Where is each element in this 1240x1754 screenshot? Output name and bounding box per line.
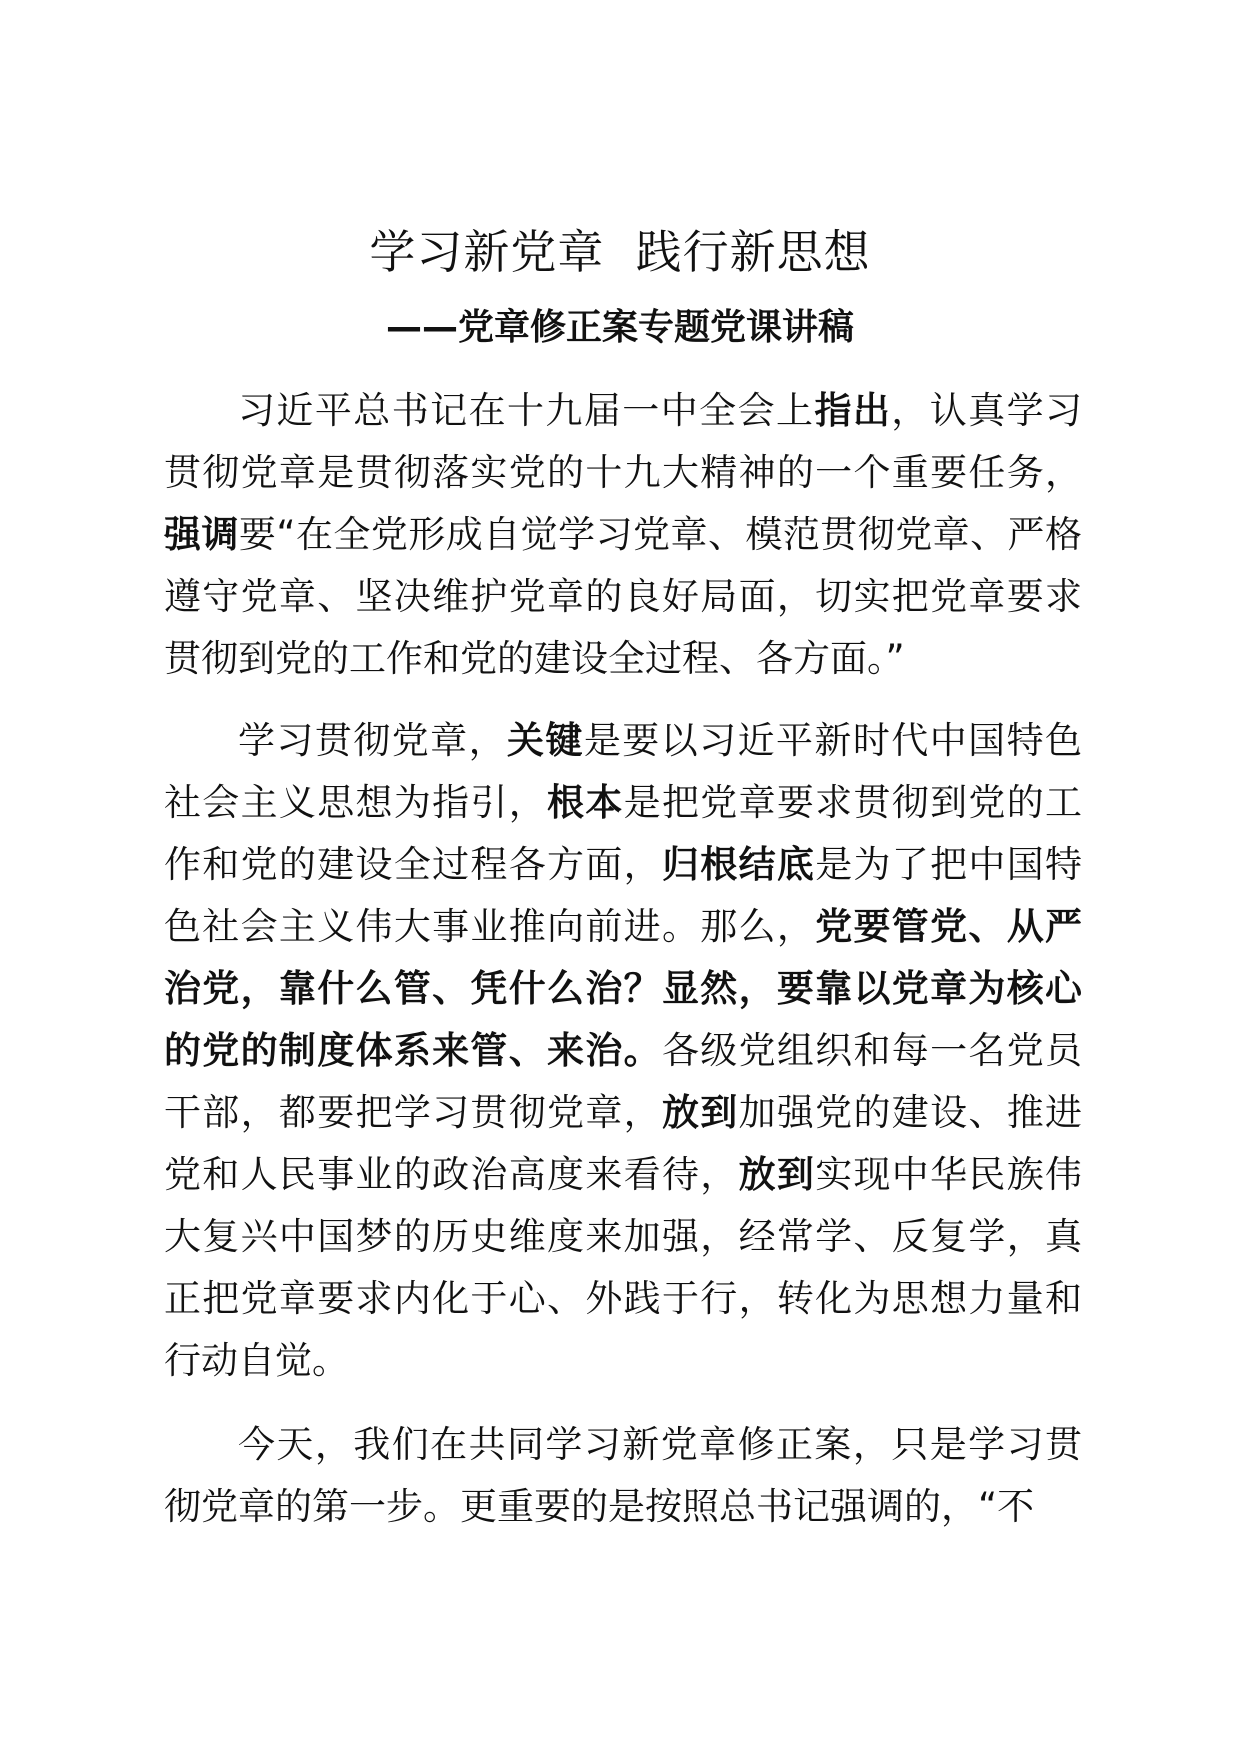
emphasis-text: 归根结底 — [661, 843, 816, 886]
emphasis-text: 根本 — [547, 781, 624, 824]
paragraph — [164, 710, 1082, 1392]
emphasis-text: 关键 — [507, 719, 584, 762]
emphasis-text: 放到 — [661, 1091, 739, 1134]
text-run: 是为了把中国特色社会主义伟大事业推向前进。那么， — [164, 843, 1083, 948]
text-run: 加强党的建设、推进党和人民事业的政治高度来看待， — [164, 1091, 1083, 1196]
text-run: 学习贯彻党章， — [238, 719, 507, 762]
text-run: ，认真学习贯彻党章是贯彻落实党的十九大精神的一个重要任务， — [164, 389, 1083, 494]
document-subtitle: ——党章修正案专题党课讲稿 — [385, 307, 854, 348]
text-run: 是把党章要求贯彻到党的工作和党的建设全过程各方面， — [164, 781, 1083, 886]
document-body — [164, 380, 1082, 1558]
emphasis-text: 指出 — [814, 389, 892, 432]
paragraph — [164, 1414, 1082, 1538]
text-run: 是要以习近平新时代中国特色社会主义思想为指引， — [164, 719, 1083, 824]
text-run: 今天，我们在共同学习新党章修正案，只是学习贯彻党章的第一步。更重要的是按照总书记强调的，“不 — [164, 1423, 1082, 1528]
document-title: 学习新党章 践行新思想 — [369, 225, 871, 279]
paragraph — [164, 380, 1082, 690]
text-run: 习近平总书记在十九届一中全会上 — [238, 389, 815, 432]
text-run: 实现中华民族伟大复兴中国梦的历史维度来加强，经常学、反复学，真正把党章要求内化于心、外践于行，转化为思想力量和行动自觉。 — [164, 1153, 1083, 1382]
text-run: 要“在全党形成自觉学习党章、模范贯彻党章、严格遵守党章、坚决维护党章的良好局面，切实把党章要求贯彻到党的工作和党的建设全过程、各方面。” — [164, 513, 1082, 680]
emphasis-text: 放到 — [738, 1153, 816, 1196]
emphasis-text: 强调 — [164, 513, 239, 556]
emphasis-text: 党要管党、从严治党，靠什么管、凭什么治？显然，要靠以党章为核心的党的制度体系来管、来治。 — [164, 905, 1083, 1072]
text-run: 各级党组织和每一名党员干部，都要把学习贯彻党章， — [164, 1029, 1083, 1134]
